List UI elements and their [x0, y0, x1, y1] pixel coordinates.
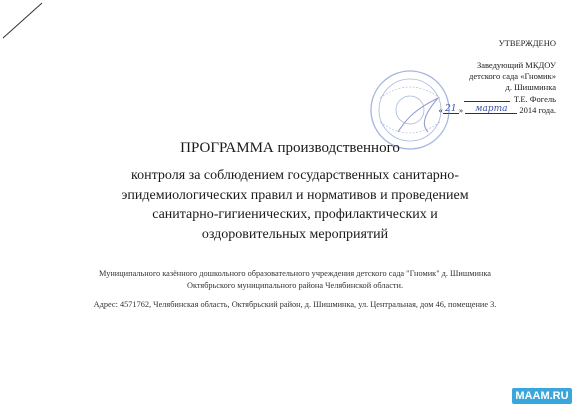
date-year: 2014 года.	[519, 105, 556, 115]
date-open-quote: «	[438, 105, 443, 115]
subtitle-line: санитарно-гигиенических, профилактических и	[152, 207, 438, 222]
organization-line: Октябрьского муниципального района Челябинской области.	[186, 281, 404, 290]
document-title: ПРОГРАММА производственного	[180, 140, 400, 156]
approval-village: д. Шишминка	[505, 82, 556, 92]
maam-watermark-badge[interactable]: MAAM.RU	[512, 388, 572, 404]
approval-signer: Т.Е. Фогель	[513, 94, 556, 104]
approval-organization: детского сада «Гномик»	[469, 71, 556, 81]
date-close-quote: »	[458, 105, 464, 115]
approval-heading: УТВЕРЖДЕНО	[498, 38, 556, 48]
subtitle-line: оздоровительных мероприятий	[201, 226, 389, 242]
organization-address: Адрес: 4571762, Челябинская область, Октябрьский район, д. Шишминка, ул. Центральная, дом 46, помещение 3.	[93, 300, 497, 309]
subtitle-line: контроля за соблюдением государственных санитарно-	[131, 168, 459, 183]
document-subtitle	[40, 166, 550, 244]
date-month-blank	[465, 105, 517, 114]
scan-mark-line	[0, 0, 45, 40]
date-month-handwritten: марта	[474, 104, 508, 114]
organization-name	[40, 268, 550, 292]
date-day-handwritten: 21	[445, 104, 457, 114]
subtitle-line: эпидемиологических правил и нормативов и проведением	[121, 187, 469, 203]
signature-line	[464, 93, 510, 102]
organization-line: Муниципального казённого дошкольного образовательного учреждения детского сада "Гномик" д. Шишминка	[99, 269, 491, 278]
approval-position: Заведующий МКДОУ	[476, 60, 556, 70]
